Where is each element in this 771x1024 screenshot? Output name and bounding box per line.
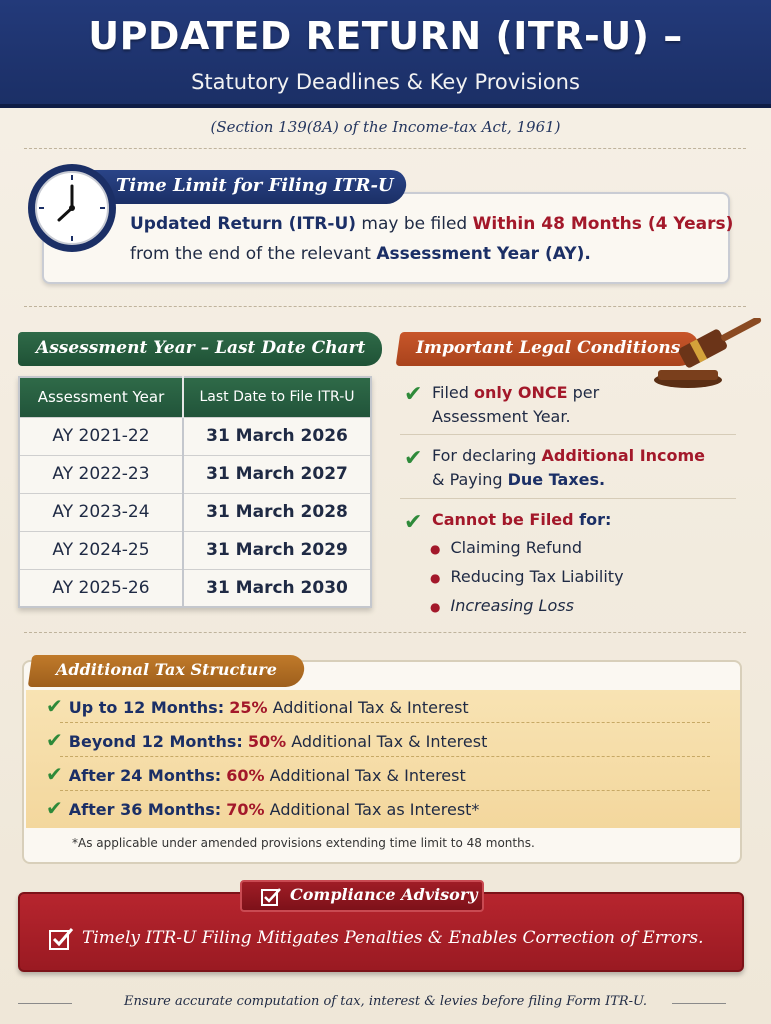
divider [60,790,710,791]
list-item: ● Reducing Tax Liability [430,567,624,586]
table-header-row [19,377,371,417]
table-row [19,531,371,569]
ay-last-date-table [18,376,372,608]
check-icon: ✔ [46,796,63,820]
divider [24,632,746,633]
date-cell: 31 March 2027 [183,455,371,493]
time-limit-line-1: Updated Return (ITR-U) may be filed Within 48 Months (4 Years) [130,214,734,234]
time-limit-box [42,192,730,284]
compliance-heading: Compliance Advisory [290,885,478,904]
time-limit-heading: Time Limit for Filing ITR-U [116,175,394,196]
ay-chart-heading: Assessment Year – Last Date Chart [36,338,366,358]
checkbox-icon [48,926,74,952]
divider [400,434,736,435]
date-cell: 31 March 2030 [183,569,371,607]
ay-cell: AY 2023-24 [19,493,183,531]
condition-additional-income: For declaring Additional Income & Paying Due Taxes. [432,446,706,489]
tax-row: ✔ After 36 Months: 70% Additional Tax as Interest* [46,796,480,820]
ay-cell: AY 2021-22 [19,417,183,455]
cannot-file-list [430,534,624,621]
additional-tax-heading: Additional Tax Structure [56,660,277,679]
check-icon: ✔ [46,762,63,786]
page-subtitle: Statutory Deadlines & Key Provisions [191,70,580,94]
tax-footnote: *As applicable under amended provisions extending time limit to 48 months. [72,836,535,850]
date-cell: 31 March 2026 [183,417,371,455]
divider [60,756,710,757]
clock-icon [26,162,118,254]
legal-conditions-heading: Important Legal Conditions [416,338,681,358]
ay-cell: AY 2025-26 [19,569,183,607]
table-row [19,417,371,455]
condition-once: Filed only ONCE per Assessment Year. [432,383,600,426]
list-item: ● Claiming Refund [430,538,583,557]
compliance-message: Timely ITR-U Filing Mitigates Penalties & Enables Correction of Errors. [82,928,704,948]
ay-cell: AY 2024-25 [19,531,183,569]
check-icon: ✔ [404,446,423,471]
check-icon: ✔ [404,510,423,535]
check-icon: ✔ [46,728,63,752]
divider [400,498,736,499]
check-icon: ✔ [46,694,63,718]
column-header-assessment-year: Assessment Year [19,377,183,417]
column-header-last-date: Last Date to File ITR-U [183,377,371,417]
date-cell: 31 March 2029 [183,531,371,569]
tax-row: ✔ Beyond 12 Months: 50% Additional Tax & Interest [46,728,488,752]
time-limit-line-2: from the end of the relevant Assessment Year (AY). [130,244,591,264]
divider [24,306,746,307]
table-row [19,455,371,493]
footer-note: Ensure accurate computation of tax, interest & levies before filing Form ITR-U. [124,994,647,1009]
tax-row: ✔ Up to 12 Months: 25% Additional Tax & Interest [46,694,469,718]
list-item: ● Increasing Loss [430,596,574,615]
section-reference: (Section 139(8A) of the Income-tax Act, 1961) [210,118,561,136]
table-row [19,569,371,607]
divider [60,722,710,723]
divider [24,148,746,149]
date-cell: 31 March 2028 [183,493,371,531]
check-icon: ✔ [404,382,423,407]
table-row [19,493,371,531]
ay-cell: AY 2022-23 [19,455,183,493]
tax-row: ✔ After 24 Months: 60% Additional Tax & Interest [46,762,466,786]
checkbox-icon [260,886,282,908]
page-title: UPDATED RETURN (ITR-U) – [88,14,683,58]
condition-cannot-file: Cannot be Filed for: [432,510,612,529]
header-banner [0,0,771,108]
gavel-icon [648,318,768,390]
